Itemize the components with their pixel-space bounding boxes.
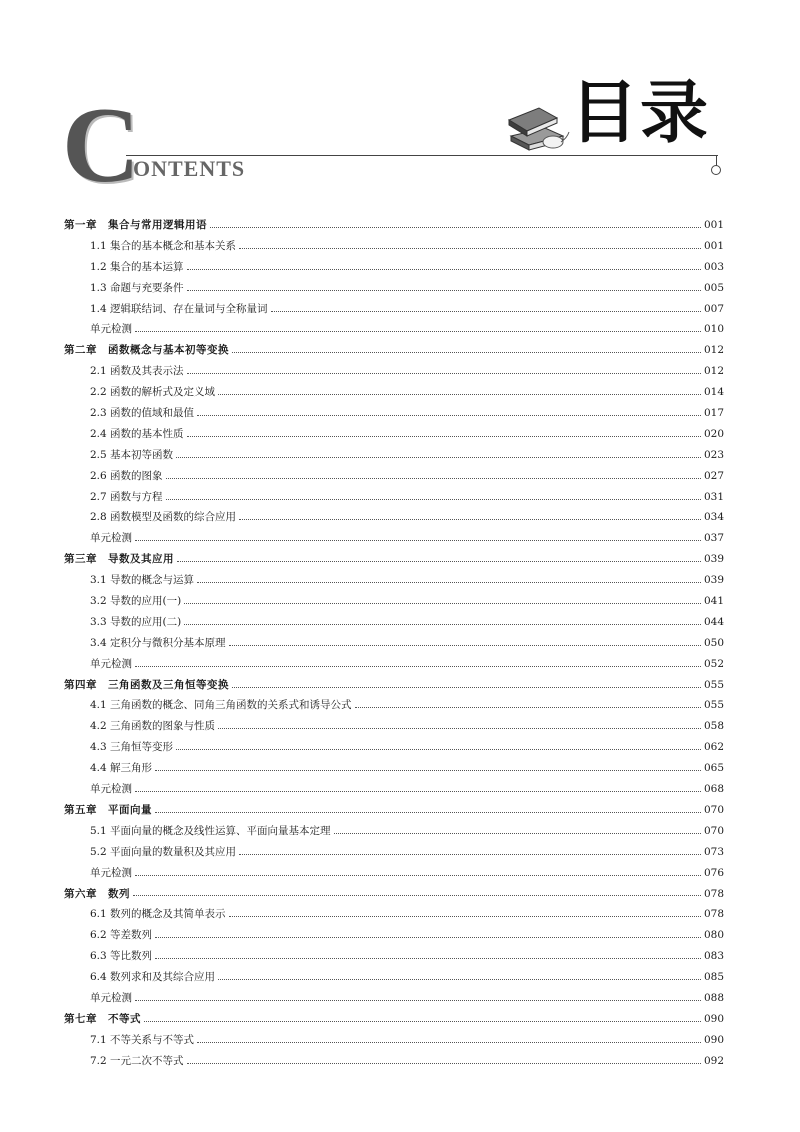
toc-entry-title: 6.4 数列求和及其综合应用	[90, 971, 216, 984]
toc-entry-title: 第五章 平面向量	[64, 803, 152, 816]
toc-page-number: 014	[703, 386, 724, 399]
toc-page-number: 020	[703, 427, 724, 440]
toc-dot-leader	[210, 227, 701, 228]
toc-dot-leader	[218, 979, 701, 980]
toc-page-number: 001	[703, 219, 724, 231]
toc-dot-leader	[176, 749, 701, 750]
toc-page-number: 092	[703, 1054, 724, 1067]
toc-page-number: 058	[703, 720, 724, 733]
toc-section-row[interactable]	[64, 236, 724, 257]
toc-dot-leader	[239, 248, 701, 249]
toc-dot-leader	[197, 1042, 701, 1043]
toc-page-number: 044	[703, 615, 724, 628]
toc-entry-title: 单元检测	[90, 323, 132, 336]
toc-chapter-row[interactable]	[64, 340, 724, 361]
toc-entry-title: 3.3 导数的应用(二)	[90, 615, 182, 628]
toc-dot-leader	[187, 1063, 701, 1064]
books-icon	[505, 98, 571, 152]
toc-dot-leader	[184, 624, 701, 625]
toc-dot-leader	[187, 269, 701, 270]
toc-page-number: 090	[703, 1033, 724, 1046]
toc-entry-title: 单元检测	[90, 783, 132, 796]
toc-entry-title: 单元检测	[90, 991, 132, 1004]
toc-dot-leader	[355, 707, 701, 708]
toc-review-row[interactable]	[64, 779, 724, 800]
toc-review-row[interactable]	[64, 863, 724, 884]
toc-dot-leader	[239, 854, 701, 855]
toc-section-row[interactable]	[64, 842, 724, 863]
toc-entry-title: 2.1 函数及其表示法	[90, 365, 184, 378]
toc-page-number: 031	[703, 490, 724, 503]
toc-entry-title: 第一章 集合与常用逻辑用语	[64, 219, 207, 231]
toc-page-number: 012	[703, 344, 724, 357]
toc-dot-leader	[135, 875, 701, 876]
toc-page-number: 070	[703, 803, 724, 816]
toc-chapter-row[interactable]	[64, 549, 724, 570]
toc-entry-title: 6.3 等比数列	[90, 950, 153, 963]
toc-page-number: 027	[703, 469, 724, 482]
toc-page-number: 062	[703, 741, 724, 754]
toc-entry-title: 3.1 导数的概念与运算	[90, 574, 195, 587]
toc-entry-title: 1.4 逻辑联结词、存在量词与全称量词	[90, 302, 268, 315]
toc-dot-leader	[229, 645, 701, 646]
toc-page-number: 010	[703, 323, 724, 336]
toc-chapter-row[interactable]	[64, 1009, 724, 1030]
toc-dot-leader	[166, 478, 701, 479]
toc-chapter-row[interactable]	[64, 215, 724, 236]
toc-entry-title: 4.3 三角恒等变形	[90, 741, 174, 754]
toc-entry-title: 1.1 集合的基本概念和基本关系	[90, 239, 237, 252]
toc-page-number: 073	[703, 845, 724, 858]
toc-entry-title: 2.5 基本初等函数	[90, 448, 174, 461]
toc-dot-leader	[218, 394, 701, 395]
toc-dot-leader	[229, 916, 701, 917]
contents-word: ONTENTS	[133, 156, 246, 181]
toc-entry-title: 2.8 函数模型及函数的综合应用	[90, 511, 237, 524]
toc-page-number: 034	[703, 511, 724, 524]
toc-section-row[interactable]	[64, 633, 724, 654]
toc-entry-title: 7.2 一元二次不等式	[90, 1054, 184, 1067]
toc-entry-title: 4.1 三角函数的概念、同角三角函数的关系式和诱导公式	[90, 699, 352, 712]
toc-dot-leader	[144, 1021, 701, 1022]
toc-page-number: 088	[703, 991, 724, 1004]
toc-review-row[interactable]	[64, 988, 724, 1009]
toc-entry-title: 第四章 三角函数及三角恒等变换	[64, 678, 229, 691]
toc-entry-title: 1.3 命题与充要条件	[90, 281, 184, 294]
toc-page-number: 023	[703, 448, 724, 461]
toc-page-number: 041	[703, 595, 724, 608]
toc-dot-leader	[155, 770, 701, 771]
toc-page-number: 076	[703, 866, 724, 879]
toc-dot-leader	[239, 519, 701, 520]
toc-section-row[interactable]	[64, 361, 724, 382]
toc-entry-title: 6.1 数列的概念及其简单表示	[90, 908, 226, 921]
toc-entry-title: 第六章 数列	[64, 887, 130, 900]
toc-page-number: 005	[703, 281, 724, 294]
toc-dot-leader	[197, 415, 701, 416]
toc-section-row[interactable]	[64, 612, 724, 633]
toc-dot-leader	[187, 436, 701, 437]
toc-section-row[interactable]	[64, 382, 724, 403]
toc-dot-leader	[271, 311, 701, 312]
toc-dot-leader	[135, 666, 701, 667]
toc-section-row[interactable]	[64, 695, 724, 716]
toc-section-row[interactable]	[64, 1051, 724, 1072]
toc-dot-leader	[218, 728, 701, 729]
toc-dot-leader	[166, 499, 701, 500]
toc-page-number: 085	[703, 971, 724, 984]
toc-page-number: 065	[703, 762, 724, 775]
toc-section-row[interactable]	[64, 904, 724, 925]
toc-dot-leader	[187, 373, 701, 374]
toc-page-number: 052	[703, 657, 724, 670]
toc-entry-title: 2.7 函数与方程	[90, 490, 163, 503]
toc-section-row[interactable]	[64, 591, 724, 612]
toc-section-row[interactable]	[64, 257, 724, 278]
header-rule	[126, 155, 718, 156]
toc-dot-leader	[135, 540, 701, 541]
toc-page-number: 007	[703, 302, 724, 315]
toc-section-row[interactable]	[64, 758, 724, 779]
toc-dot-leader	[232, 352, 701, 353]
toc-page-number: 039	[703, 553, 724, 566]
toc-dot-leader	[177, 561, 701, 562]
contents-header	[0, 0, 800, 205]
toc-page-number: 003	[703, 260, 724, 273]
toc-page-number: 050	[703, 636, 724, 649]
toc-section-row[interactable]	[64, 1030, 724, 1051]
toc-page-number: 001	[703, 239, 724, 252]
toc-dot-leader	[187, 290, 701, 291]
toc-dot-leader	[232, 687, 701, 688]
toc-dot-leader	[334, 833, 701, 834]
toc-section-row[interactable]	[64, 466, 724, 487]
toc-section-row[interactable]	[64, 716, 724, 737]
toc-page-number: 068	[703, 783, 724, 796]
toc-dot-leader	[135, 331, 701, 332]
table-of-contents	[64, 215, 724, 1072]
toc-chapter-row[interactable]	[64, 884, 724, 905]
toc-review-row[interactable]	[64, 319, 724, 340]
page-title: 目录	[570, 74, 711, 153]
toc-entry-title: 1.2 集合的基本运算	[90, 260, 184, 273]
toc-section-row[interactable]	[64, 487, 724, 508]
toc-entry-title: 第七章 不等式	[64, 1012, 141, 1025]
toc-page-number: 039	[703, 574, 724, 587]
toc-section-row[interactable]	[64, 925, 724, 946]
toc-dot-leader	[155, 812, 701, 813]
toc-entry-title: 5.2 平面向量的数量积及其应用	[90, 845, 237, 858]
toc-entry-title: 单元检测	[90, 866, 132, 879]
toc-page-number: 055	[703, 699, 724, 712]
toc-section-row[interactable]	[64, 946, 724, 967]
toc-entry-title: 2.2 函数的解析式及定义域	[90, 386, 216, 399]
toc-entry-title: 3.2 导数的应用(一)	[90, 595, 182, 608]
toc-section-row[interactable]	[64, 570, 724, 591]
toc-entry-title: 5.1 平面向量的概念及线性运算、平面向量基本定理	[90, 824, 331, 837]
toc-entry-title: 4.2 三角函数的图象与性质	[90, 720, 216, 733]
toc-dot-leader	[176, 457, 701, 458]
toc-page-number: 012	[703, 365, 724, 378]
toc-page-number: 037	[703, 532, 724, 545]
toc-section-row[interactable]	[64, 278, 724, 299]
toc-page-number: 017	[703, 407, 724, 420]
toc-page-number: 078	[703, 908, 724, 921]
toc-section-row[interactable]	[64, 967, 724, 988]
header-rule-knob	[711, 165, 721, 175]
toc-dot-leader	[133, 895, 701, 896]
toc-dot-leader	[155, 958, 701, 959]
toc-review-row[interactable]	[64, 528, 724, 549]
toc-dot-leader	[184, 603, 701, 604]
toc-entry-title: 单元检测	[90, 532, 132, 545]
toc-section-row[interactable]	[64, 821, 724, 842]
toc-chapter-row[interactable]	[64, 675, 724, 696]
toc-dot-leader	[135, 1000, 701, 1001]
toc-entry-title: 第二章 函数概念与基本初等变换	[64, 344, 229, 357]
toc-dot-leader	[135, 791, 701, 792]
toc-entry-title: 3.4 定积分与微积分基本原理	[90, 636, 226, 649]
toc-section-row[interactable]	[64, 299, 724, 320]
contents-big-c: C	[62, 86, 140, 205]
toc-entry-title: 2.6 函数的图象	[90, 469, 163, 482]
toc-dot-leader	[155, 937, 701, 938]
toc-entry-title: 4.4 解三角形	[90, 762, 153, 775]
toc-dot-leader	[197, 582, 701, 583]
toc-page-number: 080	[703, 929, 724, 942]
toc-entry-title: 2.4 函数的基本性质	[90, 427, 184, 440]
toc-page-number: 070	[703, 824, 724, 837]
toc-chapter-row[interactable]	[64, 800, 724, 821]
toc-entry-title: 单元检测	[90, 657, 132, 670]
toc-page-number: 090	[703, 1012, 724, 1025]
toc-section-row[interactable]	[64, 403, 724, 424]
toc-page-number: 078	[703, 887, 724, 900]
toc-page-number: 083	[703, 950, 724, 963]
toc-entry-title: 2.3 函数的值域和最值	[90, 407, 195, 420]
toc-section-row[interactable]	[64, 737, 724, 758]
toc-page-number: 055	[703, 678, 724, 691]
toc-section-row[interactable]	[64, 445, 724, 466]
toc-entry-title: 7.1 不等关系与不等式	[90, 1033, 195, 1046]
toc-section-row[interactable]	[64, 424, 724, 445]
toc-entry-title: 第三章 导数及其应用	[64, 553, 174, 566]
toc-review-row[interactable]	[64, 654, 724, 675]
toc-entry-title: 6.2 等差数列	[90, 929, 153, 942]
toc-section-row[interactable]	[64, 507, 724, 528]
